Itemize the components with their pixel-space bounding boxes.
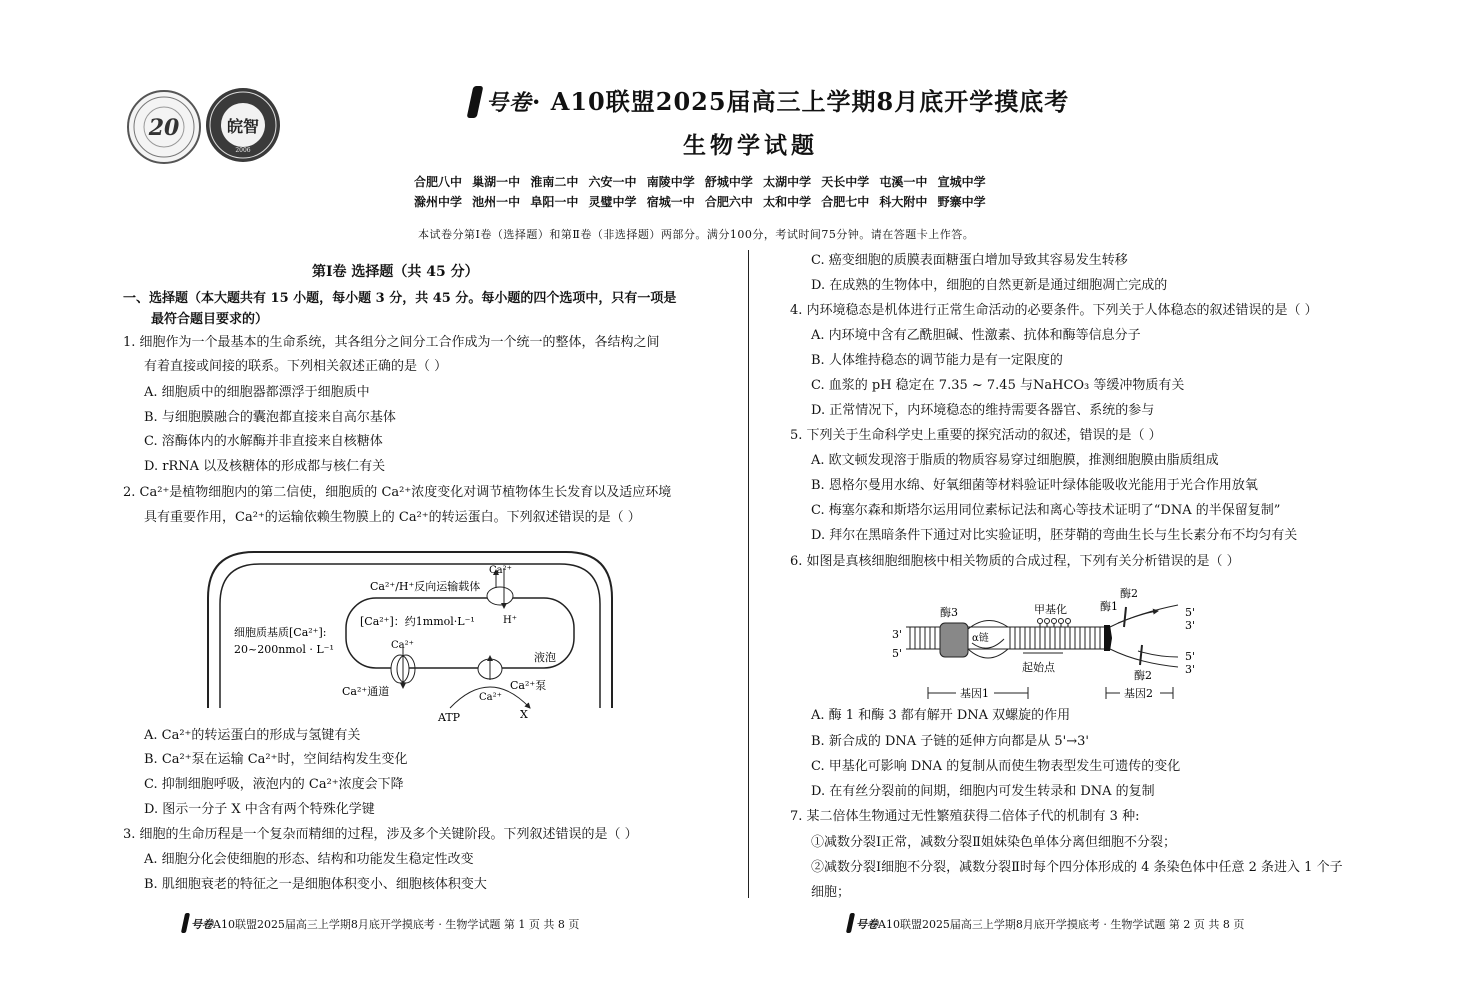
q5-option-a: A. 欧文顿发现溶于脂质的物质容易穿过细胞膜，推测细胞膜由脂质组成 [811, 453, 1219, 468]
q7-stem-4: 细胞； [811, 885, 851, 900]
q2-stem-1: 2. Ca²⁺是植物细胞内的第二信使，细胞质的 Ca²⁺浓度变化对调节植物体生长发育以及适应环境 [123, 485, 672, 500]
q1-option-a: A. 细胞质中的细胞器都漂浮于细胞质中 [144, 385, 370, 400]
enzyme1-shape [1104, 625, 1112, 651]
wanzhi-graphic [206, 88, 280, 162]
svg-text:2006: 2006 [235, 147, 251, 154]
fig-alpha-chain: α链 [972, 633, 989, 644]
footer-2-brand: 号卷 [856, 918, 878, 931]
fig-channel-label: Ca²⁺通道 [342, 685, 390, 698]
q7-stem-2: ①减数分裂Ⅰ正常，减数分裂Ⅱ姐妹染色单体分离但细胞不分裂； [811, 835, 1176, 850]
q7-stem-3: ②减数分裂Ⅰ细胞不分裂，减数分裂Ⅱ时每个四分体形成的 4 条染色体中任意 2 条进入 1 个子 [811, 860, 1343, 875]
seal-graphic [129, 92, 199, 162]
enzyme3-shape [940, 623, 968, 657]
q1-option-d: D. rRNA 以及核糖体的形成都与核仁有关 [144, 459, 386, 474]
fig-ca-mid: Ca²⁺ [391, 640, 414, 651]
fig-antiport-label: Ca²⁺/H⁺反向运输载体 [370, 580, 481, 593]
fig-3prime-left: 3' [892, 628, 903, 641]
q2-option-c: C. 抑制细胞呼吸，液泡内的 Ca²⁺浓度会下降 [144, 777, 404, 792]
exam-title [486, 86, 1069, 119]
part-title: 第Ⅰ卷 选择题（共 45 分） [312, 264, 479, 280]
q5-stem-1: 5. 下列关于生命科学史上重要的探究活动的叙述，错误的是（ ） [790, 428, 1162, 443]
fig-3prime-r2: 3' [1185, 663, 1196, 676]
q6-option-b: B. 新合成的 DNA 子链的延伸方向都是从 5'→3' [811, 734, 1089, 749]
q4-option-c: C. 血浆的 pH 稳定在 7.35 ~ 7.45 与NaHCO₃ 等缓冲物质有关 [811, 378, 1185, 393]
brand-slash-icon [467, 86, 484, 118]
footer-1-text: A10联盟2025届高三上学期8月底开学摸底考 · 生物学试题 第 1 页 共 8 页 [213, 918, 580, 931]
fig-enzyme2-bottom: 酶2 [1134, 669, 1152, 682]
section-instructions-1: 一、选择题（本大题共有 15 小题，每小题 3 分，共 45 分。每小题的四个选项中，只有一项是 [123, 291, 677, 306]
q6-dna-figure [888, 583, 1208, 703]
q2-cell-figure [200, 548, 620, 728]
fig-vacuole-label: 液泡 [534, 651, 556, 664]
fig-ca-top: Ca²⁺ [489, 565, 512, 576]
q5-option-d: D. 拜尔在黑暗条件下通过对比实验证明，胚芽鞘的弯曲生长与生长素分布不均匀有关 [811, 528, 1298, 543]
schools-line-2: 滁州中学 池州一中 阜阳一中 灵璧中学 宿城一中 合肥六中 太和中学 合肥七中 科大附中 野寨中学 [414, 195, 986, 209]
q6-option-c: C. 甲基化可影响 DNA 的复制从而使生物表型发生可遗传的变化 [811, 759, 1181, 774]
svg-text:20: 20 [148, 115, 180, 141]
q4-option-d: D. 正常情况下，内环境稳态的维持需要各器官、系统的参与 [811, 403, 1155, 418]
q1-stem-1: 1. 细胞作为一个最基本的生命系统，其各组分之间分工合作成为一个统一的整体，各结构之间 [123, 335, 660, 350]
fig-cyto-conc-2: 20~200nmol · L⁻¹ [234, 643, 334, 656]
fig-enzyme3: 酶3 [940, 606, 958, 619]
q2-stem-2: 具有重要作用，Ca²⁺的运输依赖生物膜上的 Ca²⁺的转运蛋白。下列叙述错误的是（ ） [144, 510, 641, 525]
footer-2-text: A10联盟2025届高三上学期8月底开学摸底考 · 生物学试题 第 2 页 共 8 页 [878, 918, 1245, 931]
q5-option-c: C. 梅塞尔森和斯塔尔运用同位素标记法和离心等技术证明了“DNA 的半保留复制” [811, 503, 1281, 518]
q4-stem-1: 4. 内环境稳态是机体进行正常生命活动的必要条件。下列关于人体稳态的叙述错误的是（ ） [790, 303, 1318, 318]
footer-page-1 [191, 916, 579, 934]
fig-h-ion: H⁺ [503, 615, 517, 626]
fig-enzyme2-top: 酶2 [1120, 587, 1138, 600]
footer-page-2 [856, 916, 1244, 934]
q2-option-b: B. Ca²⁺泵在运输 Ca²⁺时，空间结构发生变化 [144, 752, 408, 767]
q3-option-d: D. 在成熟的生物体中，细胞的自然更新是通过细胞凋亡完成的 [811, 278, 1168, 293]
fig-ca-bottom: Ca²⁺ [479, 692, 502, 703]
fig-5prime-left: 5' [892, 647, 903, 660]
q6-option-a: A. 酶 1 和酶 3 都有解开 DNA 双螺旋的作用 [811, 708, 1071, 723]
antiporter-protein [487, 587, 513, 605]
q4-option-b: B. 人体维持稳态的调节能力是有一定限度的 [811, 353, 1063, 368]
exam-instructions: 本试卷分第Ⅰ卷（选择题）和第Ⅱ卷（非选择题）两部分。满分100分，考试时间75分钟。请在答题卡上作答。 [418, 228, 975, 241]
svg-text:皖智: 皖智 [226, 117, 260, 136]
column-divider [748, 250, 749, 898]
q4-option-a: A. 内环境中含有乙酰胆碱、性激素、抗体和酶等信息分子 [811, 328, 1141, 343]
q7-stem-1: 7. 某二倍体生物通过无性繁殖获得二倍体子代的机制有 3 种: [790, 809, 1140, 824]
fig-3prime-r1: 3' [1185, 619, 1196, 632]
title-text: · A10联盟2025届高三上学期8月底开学摸底考 [532, 87, 1070, 116]
fig-vacuole-conc: [Ca²⁺]：约1mmol·L⁻¹ [360, 615, 475, 628]
q1-option-b: B. 与细胞膜融合的囊泡都直接来自高尔基体 [144, 410, 396, 425]
q1-stem-2: 有着直接或间接的联系。下列相关叙述正确的是（ ） [144, 359, 448, 374]
school-alliance-seal [127, 90, 201, 164]
exam-subtitle: 生物学试题 [683, 132, 818, 159]
fig-x-label: X [520, 708, 528, 721]
q3-stem-1: 3. 细胞的生命历程是一个复杂而精细的过程，涉及多个关键阶段。下列叙述错误的是（ ） [123, 827, 638, 842]
q3-option-c: C. 癌变细胞的质膜表面糖蛋白增加导致其容易发生转移 [811, 253, 1128, 268]
fig-gene1: 基因1 [960, 687, 989, 700]
q2-option-d: D. 图示一分子 X 中含有两个特殊化学键 [144, 802, 375, 817]
footer-1-brand: 号卷 [191, 918, 213, 931]
fig-gene2: 基因2 [1124, 687, 1153, 700]
methyl-groups [1038, 619, 1071, 628]
wanzhi-education-seal [206, 88, 280, 162]
fig-methyl: 甲基化 [1034, 603, 1067, 616]
q3-option-a: A. 细胞分化会使细胞的形态、结构和功能发生稳定性改变 [144, 852, 474, 867]
q5-option-b: B. 恩格尔曼用水绵、好氧细菌等材料验证叶绿体能吸收光能用于光合作用放氧 [811, 478, 1258, 493]
brand-mark: 号卷 [486, 90, 533, 116]
footer-1-slash-icon [181, 913, 190, 933]
section-instructions-2: 最符合题目要求的） [151, 312, 269, 327]
q6-option-d: D. 在有丝分裂前的间期，细胞内可发生转录和 DNA 的复制 [811, 784, 1155, 799]
fig-pump-label: Ca²⁺泵 [510, 679, 547, 692]
fig-cyto-conc-1: 细胞质基质[Ca²⁺]: [234, 626, 327, 639]
schools-line-1: 合肥八中 巢湖一中 淮南二中 六安一中 南陵中学 舒城中学 太湖中学 天长中学 屯溪一中 宣城中学 [414, 175, 986, 189]
q3-option-b: B. 肌细胞衰老的特征之一是细胞体积变小、细胞核体积变大 [144, 877, 487, 892]
fig-5prime-r1: 5' [1185, 606, 1196, 619]
fig-enzyme1: 酶1 [1100, 600, 1118, 613]
q6-stem-1: 6. 如图是真核细胞细胞核中相关物质的合成过程，下列有关分析错误的是（ ） [790, 554, 1240, 569]
fig-atp-label: ATP [438, 711, 461, 724]
footer-2-slash-icon [846, 913, 855, 933]
q1-option-c: C. 溶酶体内的水解酶并非直接来自核糖体 [144, 434, 383, 449]
fig-5prime-r2: 5' [1185, 650, 1196, 663]
fig-start-point: 起始点 [1022, 661, 1055, 674]
q2-option-a: A. Ca²⁺的转运蛋白的形成与氢键有关 [144, 728, 361, 743]
